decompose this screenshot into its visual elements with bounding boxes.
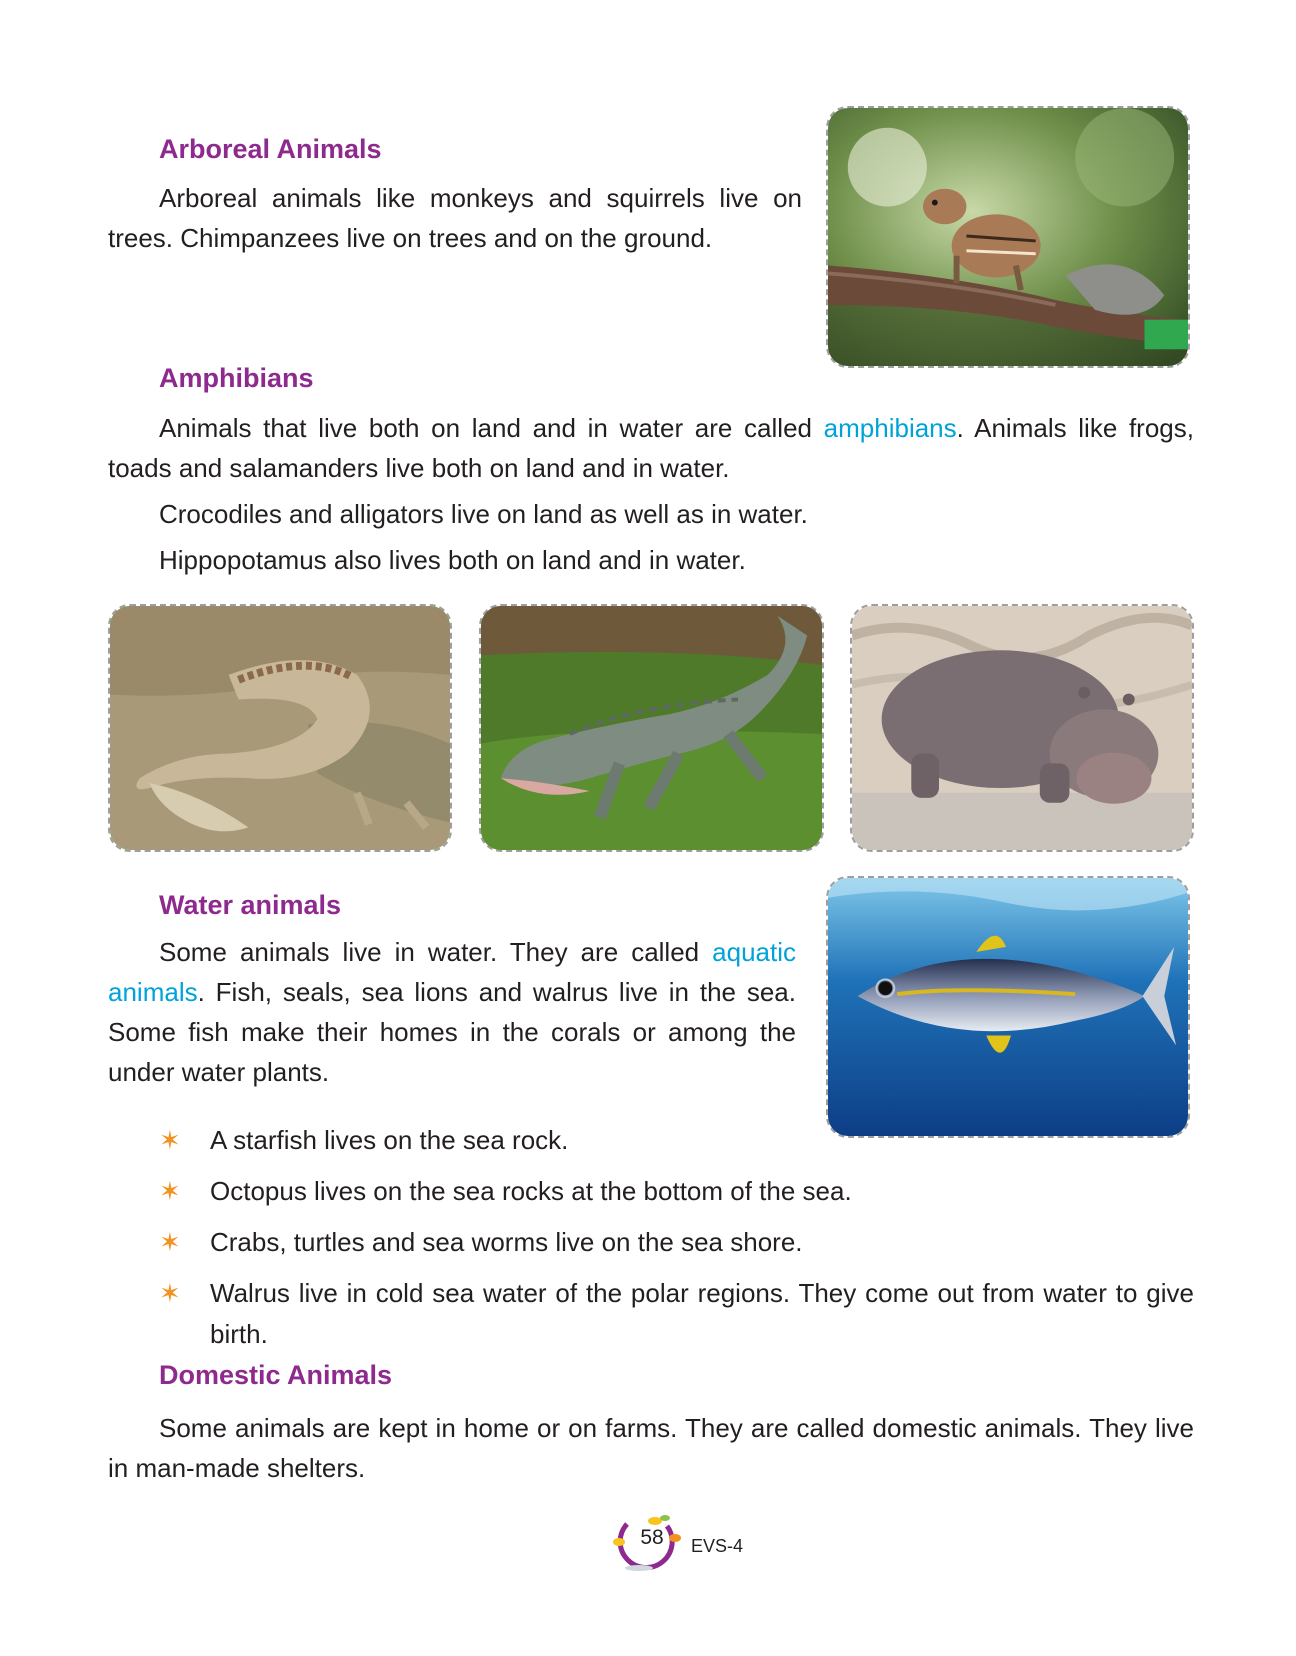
water-animals-bullet-list	[159, 1120, 1194, 1365]
text-segment: . Fish, seals, sea lions and walrus live in the sea. Some fish make their homes in the corals or among the under water plants.	[108, 977, 796, 1087]
list-item-text: Walrus live in cold sea water of the polar regions. They come out from water to give birth.	[210, 1278, 1194, 1349]
list-item	[159, 1273, 1194, 1355]
page-footer	[605, 1512, 745, 1574]
star-bullet-icon: ✶	[159, 1176, 181, 1206]
list-item-text: Octopus lives on the sea rocks at the bottom of the sea.	[210, 1176, 852, 1206]
term-amphibians: amphibians	[823, 413, 957, 443]
paragraph-water-animals	[108, 932, 796, 1092]
heading-arboreal-animals: Arboreal Animals	[159, 134, 382, 164]
paragraph-arboreal: Arboreal animals like monkeys and squirrels live on trees. Chimpanzees live on trees and on the ground.	[108, 183, 802, 253]
heading-water-animals: Water animals	[159, 890, 342, 920]
crocodile-image	[108, 604, 452, 852]
paragraph-crocodiles: Crocodiles and alligators live on land as well as in water.	[159, 499, 808, 529]
heading-amphibians: Amphibians	[159, 363, 314, 393]
list-item	[159, 1171, 1194, 1212]
text-segment: Some animals live in water. They are called	[159, 937, 713, 967]
tuna-fish-image	[826, 876, 1190, 1138]
paragraph-hippopotamus: Hippopotamus also lives both on land and in water.	[159, 545, 746, 575]
alligator-image	[479, 604, 824, 852]
star-bullet-icon: ✶	[159, 1125, 181, 1155]
text-segment: . Animals like frogs, toads and salamanders live both on land and in water.	[108, 413, 1194, 483]
term-aquatic-animals: aquatic animals	[108, 937, 796, 1007]
hippopotamus-image	[850, 604, 1194, 852]
text-segment: Animals that live both on land and in water are called	[159, 413, 824, 443]
list-item-text: Crabs, turtles and sea worms live on the sea shore.	[210, 1227, 803, 1257]
list-item	[159, 1120, 1194, 1161]
heading-domestic-animals: Domestic Animals	[159, 1360, 393, 1390]
page-number: 58	[640, 1526, 664, 1549]
list-item-text: A starfish lives on the sea rock.	[210, 1125, 569, 1155]
paragraph-amphibians-definition	[108, 408, 1194, 488]
paragraph-domestic-animals: Some animals are kept in home or on farms. They are called domestic animals. They live in man-made shelters.	[108, 1413, 1194, 1483]
book-code: EVS-4	[691, 1536, 744, 1556]
star-bullet-icon: ✶	[159, 1227, 181, 1257]
squirrel-image	[826, 106, 1190, 368]
star-bullet-icon: ✶	[159, 1278, 181, 1308]
list-item	[159, 1222, 1194, 1263]
